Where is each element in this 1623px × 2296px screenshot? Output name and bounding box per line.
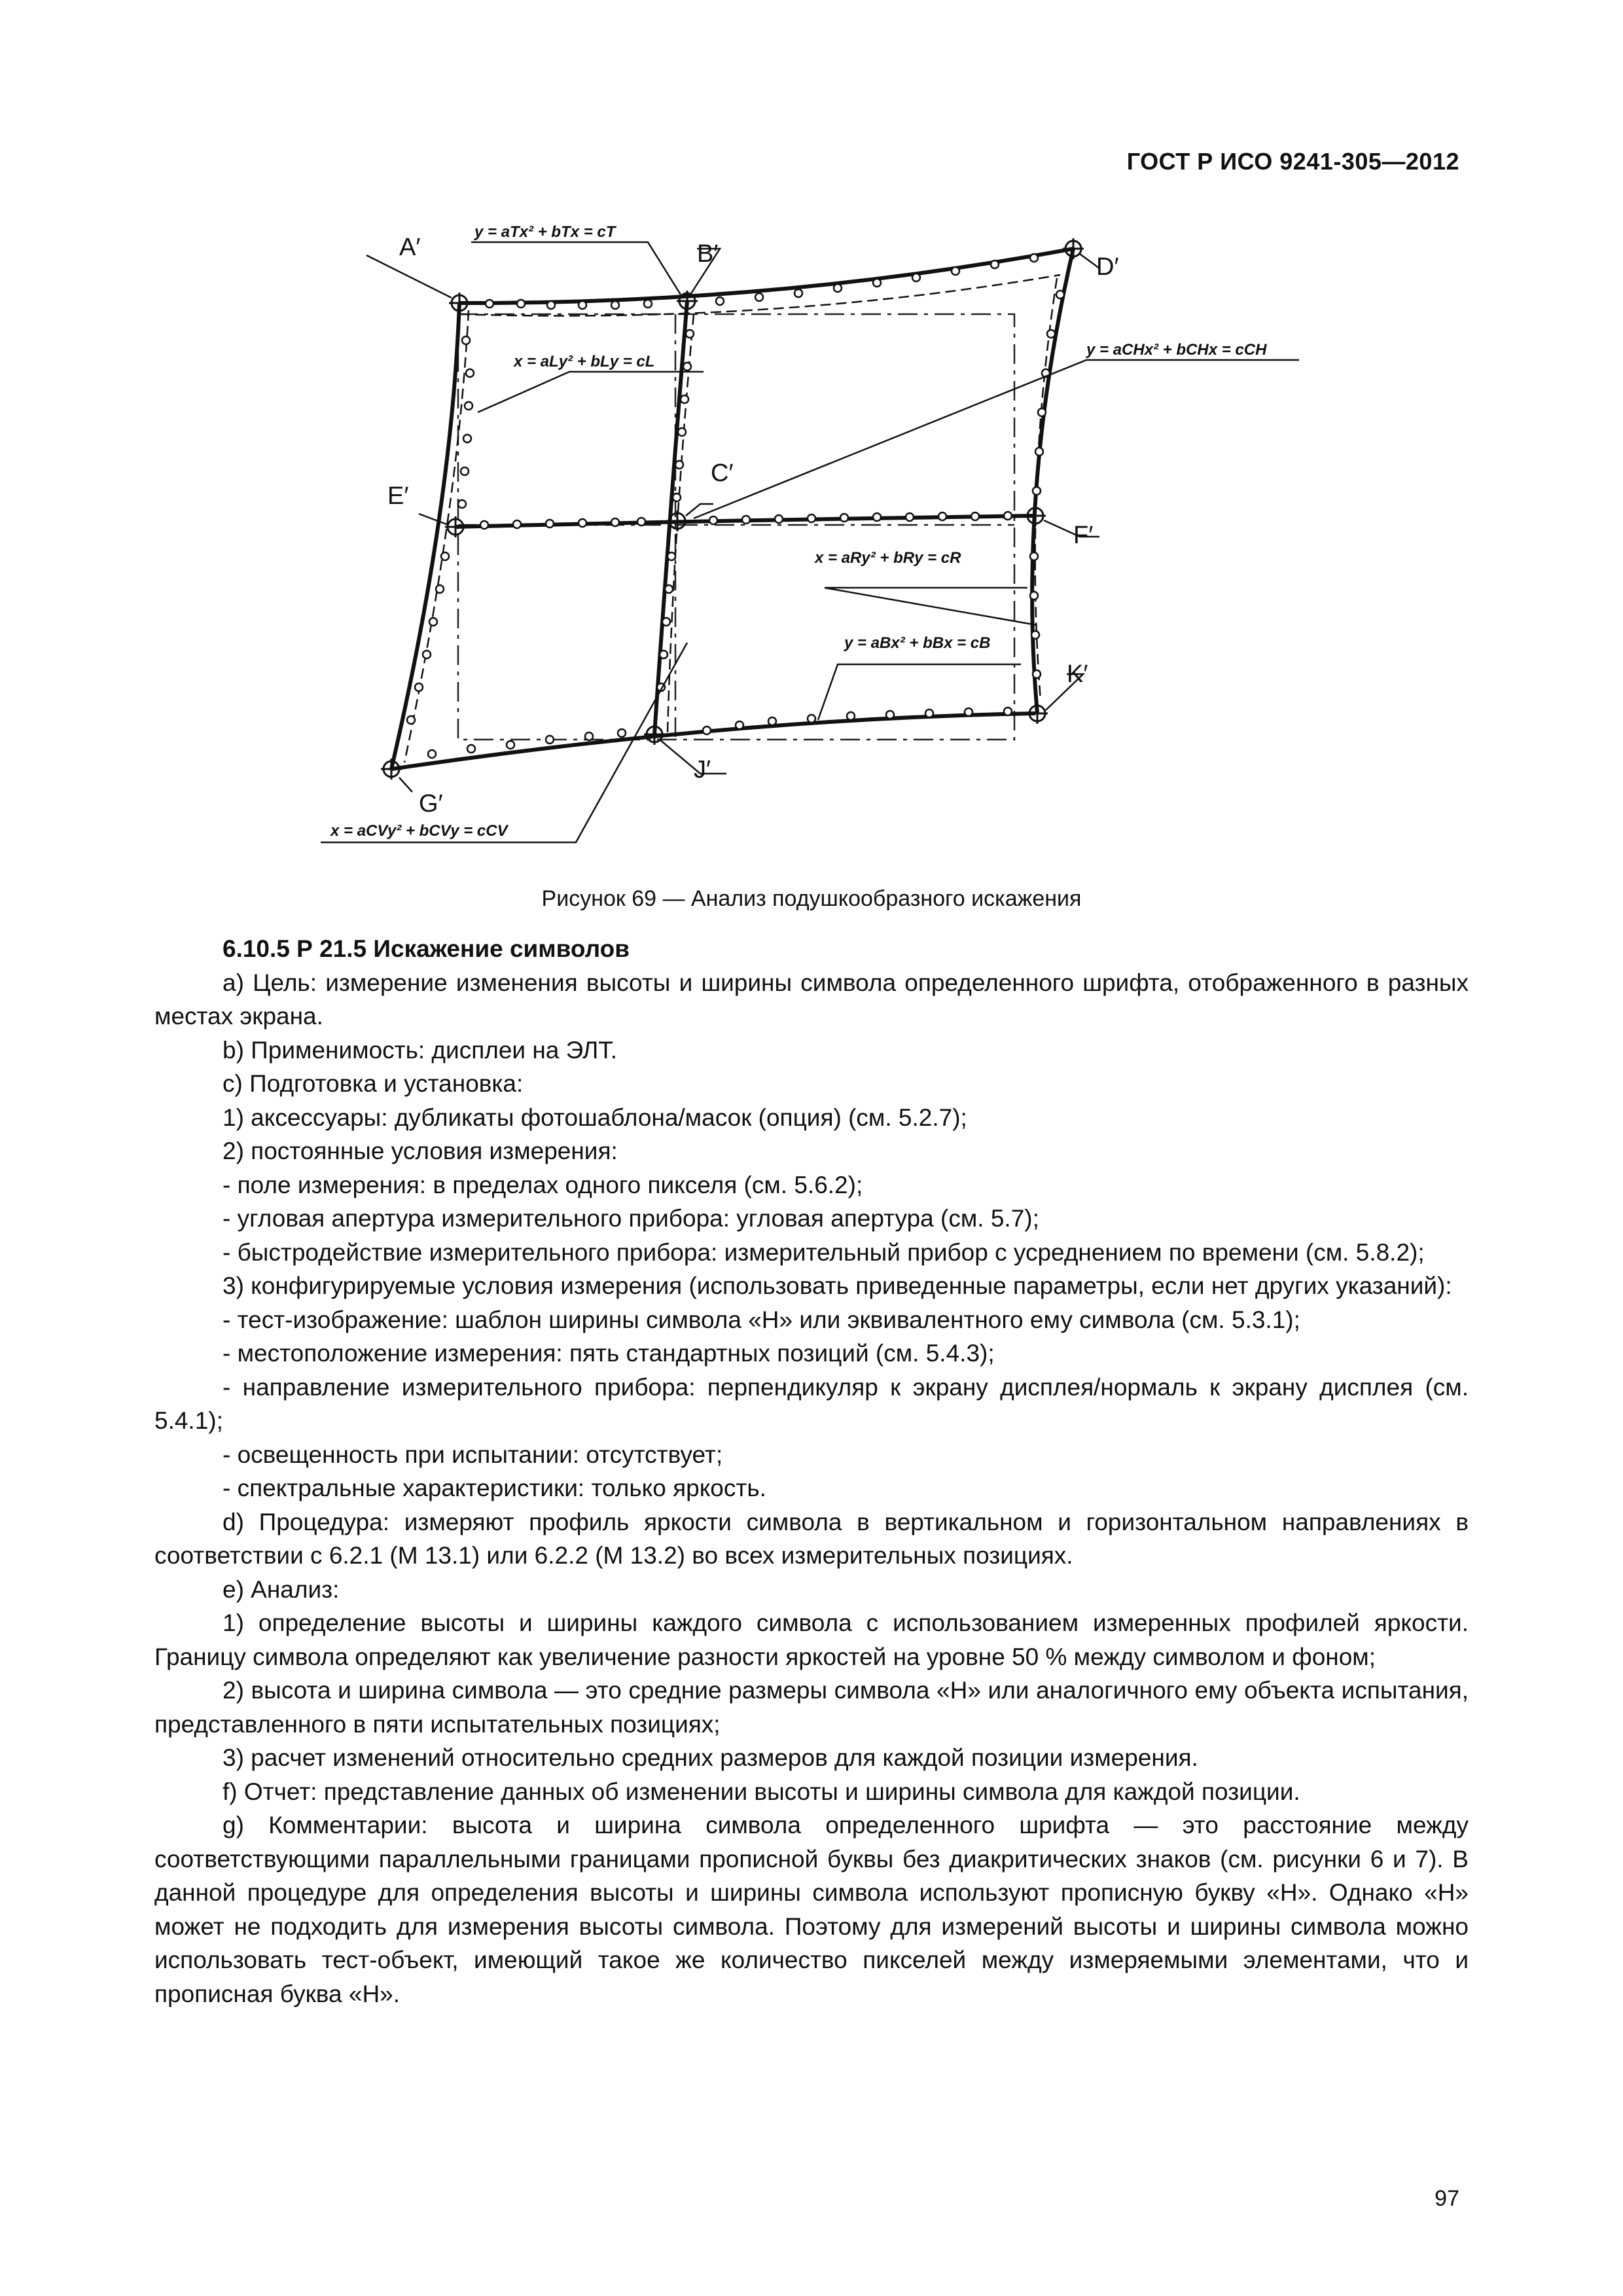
list-item: - поле измерения: в пределах одного пикселя (см. 5.6.2); bbox=[223, 1171, 863, 1198]
label-e: E′ bbox=[387, 482, 409, 510]
paragraph: с) Подготовка и установка: bbox=[223, 1070, 524, 1097]
paragraph: 3) расчет изменений относительно средних размеров для каждой позиции измерения. bbox=[223, 1744, 1198, 1771]
pincushion-distortion-figure bbox=[314, 216, 1335, 884]
label-j: J′ bbox=[694, 756, 711, 783]
section-title: 6.10.5 Р 21.5 Искажение символов bbox=[223, 935, 630, 962]
fitted-curves bbox=[391, 249, 1073, 769]
equation-top: y = aTx² + bTx = cT bbox=[474, 223, 616, 241]
top-curve bbox=[459, 249, 1073, 303]
list-item: - местоположение измерения: пять стандартных позиций (см. 5.4.3); bbox=[223, 1340, 995, 1367]
paragraph: а) Цель: измерение изменения высоты и ширины символа определенного шрифта, отображенного в разных местах экрана. bbox=[154, 969, 1469, 1030]
label-k: K′ bbox=[1067, 660, 1088, 688]
marker-g bbox=[381, 759, 402, 780]
paragraph: 2) постоянные условия измерения: bbox=[223, 1138, 618, 1164]
corner-markers bbox=[381, 238, 1084, 780]
paragraph: g) Комментарии: высота и ширина символа определенного шрифта — это расстояние между соответствующими параллельными границами прописной буквы без диакритических знаков (см. рисунки 6 и 7). В данной процедуре для определения высоты и ширины символа используют прописную букву «Н». Однако «Н» может не подходить для измерения высоты символа. Поэтому для измерений высоты и ширины символа можно использовать тест-объект, имеющий такое же количество пикселей между измеряемыми элементами, что и прописная буква «Н». bbox=[154, 1812, 1469, 2007]
label-a: A′ bbox=[399, 234, 421, 261]
measurement-points bbox=[407, 254, 1064, 758]
paragraph: 2) высота и ширина символа — это средние размеры символа «Н» или аналогичного ему объекта испытания, представленного в пяти испытательных позициях; bbox=[154, 1677, 1469, 1738]
equation-bottom: y = aBx² + bBx = cB bbox=[844, 634, 991, 652]
label-f: F′ bbox=[1073, 522, 1094, 549]
paragraph: f) Отчет: представление данных об изменении высоты и ширины символа для каждой позиции. bbox=[223, 1778, 1300, 1805]
equation-ch: y = aCHx² + bCHx = cCH bbox=[1086, 341, 1267, 359]
equation-right: x = aRy² + bRy = cR bbox=[815, 549, 961, 567]
label-b: B′ bbox=[697, 240, 719, 268]
left-curve bbox=[391, 303, 459, 769]
figure-caption: Рисунок 69 — Анализ подушкообразного искажения bbox=[541, 886, 1082, 911]
paragraph: 1) аксессуары: дубликаты фотошаблона/масок (опция) (см. 5.2.7); bbox=[223, 1103, 967, 1131]
ideal-grid bbox=[458, 314, 1014, 740]
list-item: - угловая апертура измерительного прибора: угловая апертура (см. 5.7); bbox=[223, 1205, 1039, 1232]
paragraph: b) Применимость: дисплеи на ЭЛТ. bbox=[223, 1036, 618, 1064]
list-item: - тест-изображение: шаблон ширины символа «Н» или эквивалентного ему символа (см. 5.3.1); bbox=[223, 1306, 1300, 1333]
paragraph: d) Процедура: измеряют профиль яркости символа в вертикальном и горизонтальном направлениях в соответствии с 6.2.1 (М 13.1) или 6.2.2 (М 13.2) во всех измерительных позициях. bbox=[154, 1508, 1469, 1569]
equation-left: x = aLy² + bLy = cL bbox=[514, 353, 655, 370]
label-c: C′ bbox=[711, 459, 734, 487]
bottom-curve bbox=[391, 713, 1035, 769]
marker-k bbox=[1027, 703, 1048, 724]
marker-d bbox=[1063, 238, 1084, 259]
list-item: - спектральные характеристики: только яркость. bbox=[223, 1475, 766, 1501]
body-text bbox=[154, 932, 1469, 2011]
list-item: - направление измерительного прибора: перпендикуляр к экрану дисплея/нормаль к экрану дисплея (см. 5.4.1); bbox=[154, 1373, 1469, 1434]
list-item: - освещенность при испытании: отсутствует; bbox=[223, 1441, 723, 1468]
list-item: - быстродействие измерительного прибора: измерительный прибор с усреднением по времени (см. 5.8.2); bbox=[223, 1238, 1425, 1266]
label-d: D′ bbox=[1096, 253, 1119, 281]
paragraph: е) Анализ: bbox=[223, 1575, 340, 1603]
marker-a bbox=[449, 293, 470, 314]
document-header: ГОСТ Р ИСО 9241-305—2012 bbox=[1126, 148, 1459, 175]
marker-f bbox=[1025, 505, 1046, 526]
paragraph: 3) конфигурируемые условия измерения (использовать приведенные параметры, если нет других указаний): bbox=[223, 1272, 1452, 1299]
right-curve bbox=[1032, 249, 1073, 713]
equation-cv: x = aCVy² + bCVy = cCV bbox=[330, 822, 508, 840]
page-number: 97 bbox=[1435, 2186, 1459, 2211]
label-g: G′ bbox=[419, 790, 443, 817]
paragraph: 1) определение высоты и ширины каждого символа с использованием измеренных профилей яркости. Границу символа определяют как увеличение разности яркостей на уровне 50 % между символом и фоном; bbox=[154, 1609, 1469, 1670]
